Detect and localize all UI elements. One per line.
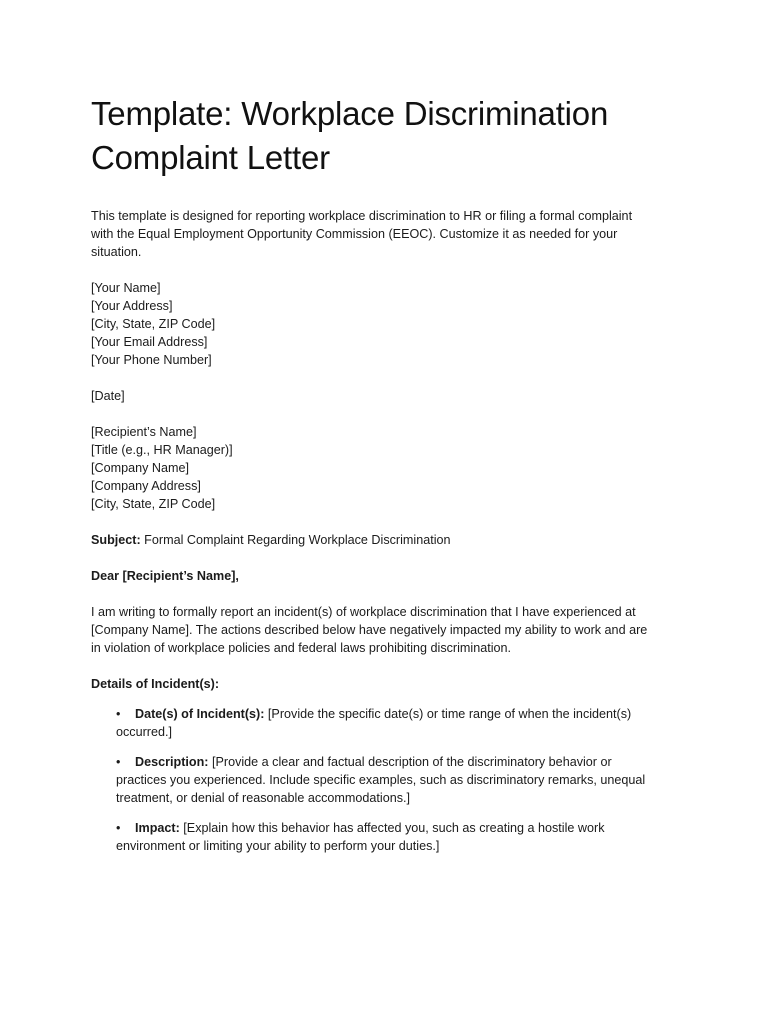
details-list [116, 705, 676, 855]
subject-line [91, 531, 691, 549]
list-item-impact [116, 819, 676, 855]
details-heading-text: Details of Incident(s): [91, 677, 220, 691]
recipient-name: [Recipient’s Name] [91, 425, 197, 439]
bullet-label: Date(s) of Incident(s): [135, 707, 265, 721]
recipient-city-state-zip: [City, State, ZIP Code] [91, 497, 216, 511]
list-item-description [116, 753, 676, 807]
recipient-company: [Company Name] [91, 461, 189, 475]
title-line: Template: Workplace Discrimination [91, 95, 609, 132]
document-page [91, 92, 691, 867]
intro-line: with the Equal Employment Opportunity Commission (EEOC). Customize it as needed for your [91, 227, 618, 241]
bullet-text: [Explain how this behavior has affected you, such as creating a hostile work [179, 821, 605, 835]
sender-address-block [91, 279, 691, 369]
intro-line: This template is designed for reporting workplace discrimination to HR or filing a formal complaint [91, 209, 633, 223]
paragraph-line: in violation of workplace policies and federal laws prohibiting discrimination. [91, 641, 512, 655]
recipient-title: [Title (e.g., HR Manager)] [91, 443, 233, 457]
sender-address: [Your Address] [91, 299, 173, 313]
paragraph-line: [Company Name]. The actions described below have negatively impacted my ability to work and are [91, 623, 648, 637]
list-item-dates [116, 705, 676, 741]
date-block [91, 387, 691, 405]
bullet-icon: • [116, 707, 121, 721]
bullet-icon: • [116, 821, 121, 835]
intro-paragraph [91, 207, 691, 261]
body-paragraph [91, 603, 691, 657]
recipient-address-block [91, 423, 691, 513]
bullet-label: Impact: [135, 821, 180, 835]
title-line: Complaint Letter [91, 139, 330, 176]
bullet-icon: • [116, 755, 121, 769]
sender-city-state-zip: [City, State, ZIP Code] [91, 317, 216, 331]
intro-line: situation. [91, 245, 142, 259]
sender-name: [Your Name] [91, 281, 161, 295]
subject-text: Formal Complaint Regarding Workplace Discrimination [140, 533, 451, 547]
sender-phone: [Your Phone Number] [91, 353, 212, 367]
bullet-label: Description: [135, 755, 209, 769]
paragraph-line: I am writing to formally report an incident(s) of workplace discrimination that I have experienced at [91, 605, 636, 619]
subject-label: Subject: [91, 533, 141, 547]
recipient-company-address: [Company Address] [91, 479, 201, 493]
details-heading [91, 675, 691, 693]
salutation [91, 567, 691, 585]
bullet-text-continued: practices you experienced. Include specific examples, such as discriminatory remarks, unequal [116, 773, 646, 787]
bullet-text-continued: occurred.] [116, 725, 172, 739]
letter-date: [Date] [91, 389, 125, 403]
document-title [91, 92, 691, 180]
bullet-text-continued: treatment, or denial of reasonable accommodations.] [116, 791, 411, 805]
bullet-text-continued: environment or limiting your ability to perform your duties.] [116, 839, 440, 853]
bullet-text: [Provide the specific date(s) or time range of when the incident(s) [264, 707, 632, 721]
sender-email: [Your Email Address] [91, 335, 208, 349]
salutation-text: Dear [Recipient’s Name], [91, 569, 239, 583]
bullet-text: [Provide a clear and factual description of the discriminatory behavior or [208, 755, 612, 769]
